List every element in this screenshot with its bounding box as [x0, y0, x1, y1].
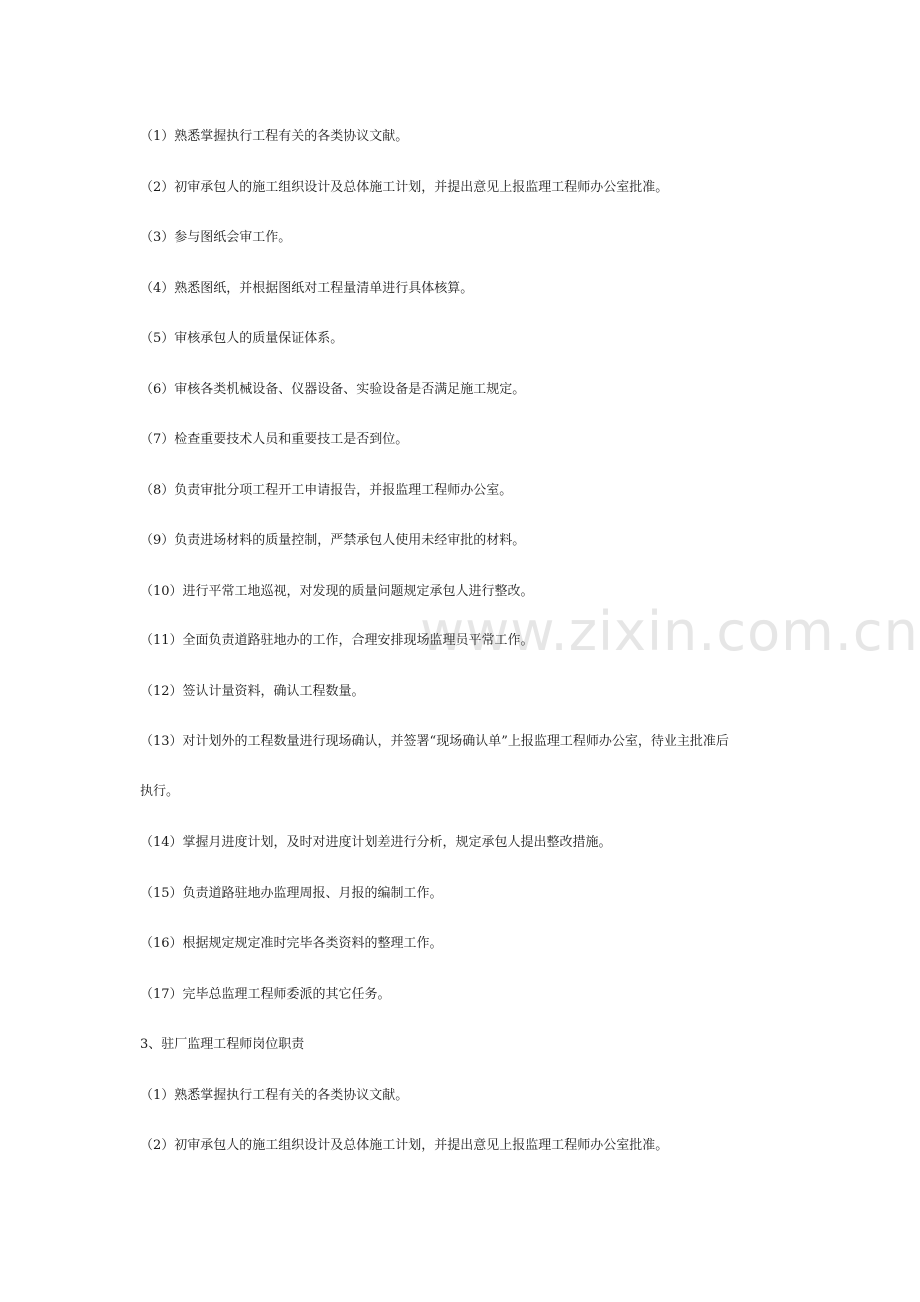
- paragraph-item-14: （14）掌握月进度计划，及时对进度计划差进行分析，规定承包人提出整改措施。: [140, 835, 612, 850]
- paragraph-item-15: （15）负责道路驻地办监理周报、月报的编制工作。: [140, 886, 443, 901]
- paragraph-item-11: （11）全面负责道路驻地办的工作，合理安排现场监理员平常工作。: [140, 633, 534, 648]
- paragraph-item-13-continued: 执行。: [140, 784, 180, 799]
- paragraph-item-1: （1）熟悉掌握执行工程有关的各类协议文献。: [140, 129, 409, 144]
- paragraph-item-7: （7）检查重要技术人员和重要技工是否到位。: [140, 432, 409, 447]
- section-heading: 3、驻厂监理工程师岗位职责: [140, 1037, 305, 1052]
- paragraph-item-16: （16）根据规定规定准时完毕各类资料的整理工作。: [140, 936, 443, 951]
- paragraph-item-8: （8）负责审批分项工程开工申请报告，并报监理工程师办公室。: [140, 483, 513, 498]
- watermark: www.zixin.com.cn: [420, 600, 919, 663]
- paragraph-item-1-repeat: （1）熟悉掌握执行工程有关的各类协议文献。: [140, 1088, 409, 1103]
- paragraph-item-9: （9）负责进场材料的质量控制，严禁承包人使用未经审批的材料。: [140, 533, 526, 548]
- paragraph-item-13: （13）对计划外的工程数量进行现场确认，并签署“现场确认单”上报监理工程师办公室，待业主批准后: [140, 734, 729, 749]
- paragraph-item-10: （10）进行平常工地巡视，对发现的质量问题规定承包人进行整改。: [140, 584, 534, 599]
- paragraph-item-12: （12）签认计量资料，确认工程数量。: [140, 684, 365, 699]
- paragraph-item-17: （17）完毕总监理工程师委派的其它任务。: [140, 987, 391, 1002]
- paragraph-item-4: （4）熟悉图纸，并根据图纸对工程量清单进行具体核算。: [140, 281, 474, 296]
- paragraph-item-2: （2）初审承包人的施工组织设计及总体施工计划，并提出意见上报监理工程师办公室批准。: [140, 180, 669, 195]
- paragraph-item-3: （3）参与图纸会审工作。: [140, 230, 292, 245]
- paragraph-item-6: （6）审核各类机械设备、仪器设备、实验设备是否满足施工规定。: [140, 382, 526, 397]
- paragraph-item-2-repeat: （2）初审承包人的施工组织设计及总体施工计划，并提出意见上报监理工程师办公室批准。: [140, 1138, 669, 1153]
- paragraph-item-5: （5）审核承包人的质量保证体系。: [140, 331, 344, 346]
